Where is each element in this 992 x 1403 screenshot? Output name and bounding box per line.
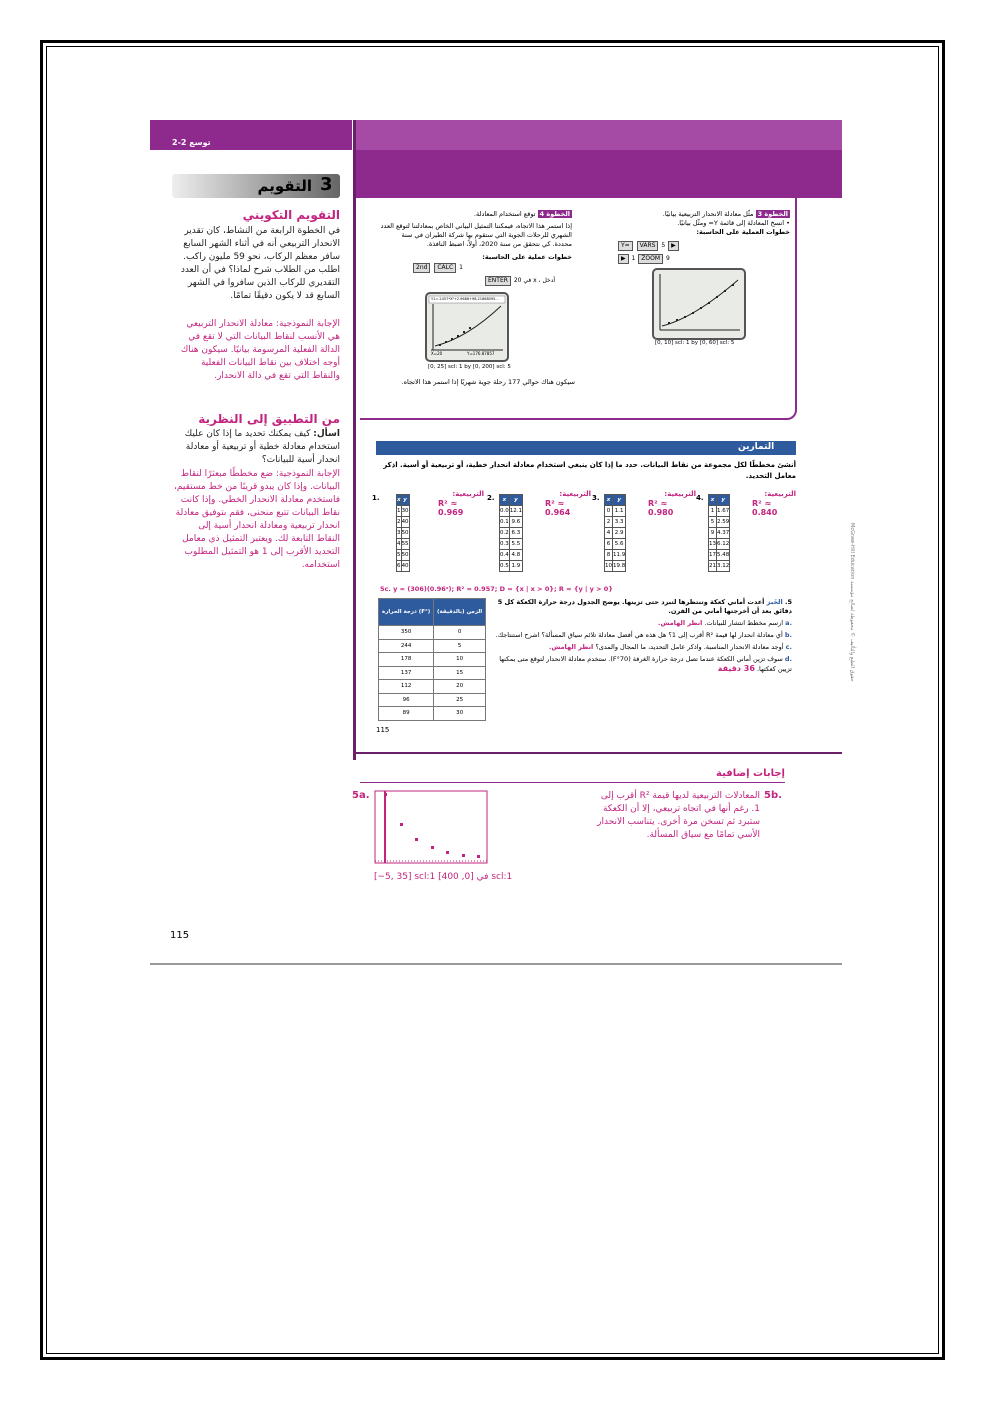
formative-answer: الإجابة النموذجية: معادلة الانحدار التربيعي هي الأنسب لنقاط البيانات التي لا تقع في الدالة الفعلية المرسومة بيانيًا. سيكون هناك أوجه اختلاف بين نقاط البيانات الفعلية والنقاط التي تقع في دالة الانحدار. [180, 319, 340, 381]
table-cell: 9.6 [509, 517, 522, 528]
table-cell: 0.3 [500, 539, 510, 550]
label-5b: 5b. [764, 790, 782, 801]
key[interactable]: ▶ [618, 254, 629, 264]
col-x: x [397, 495, 402, 506]
step3-badge: الخطوة 3 [757, 210, 788, 218]
key[interactable]: ENTER [485, 276, 511, 286]
exercise-answer-label: التربيعية: [452, 490, 484, 498]
table-cell: 1.9 [509, 561, 522, 572]
exercise-answer: R² ≈ 0.840 [752, 499, 778, 517]
sidebar [150, 150, 352, 770]
exercise-answer: R² ≈ 0.969 [438, 499, 464, 517]
key-digit: 20 [513, 277, 522, 284]
step3-screen-caption: [0, 10] scl: 1 by [0, 60] scl: 5 [655, 340, 735, 346]
table-cell: 40 [401, 517, 409, 528]
inner-page-bottom-rule [356, 752, 842, 754]
table-cell: 6.3 [509, 528, 522, 539]
step4-conclusion: سيكون هناك حوالي 177 رحلة جوية شهريًا إذا استمر هذا الاتجاه. [401, 378, 575, 386]
key-digit: 1 [631, 255, 636, 262]
scatter-plot-svg [374, 790, 490, 866]
table-cell: 50 [401, 528, 409, 539]
theory-heading: من التطبيق إلى النظرية [198, 412, 340, 426]
step4 [380, 210, 572, 262]
q5-number: 5. [784, 598, 792, 606]
exercise-answer-label: التربيعية: [559, 490, 591, 498]
theory-question: كيف يمكنك تحديد ما إذا كان عليك استخدام معادلة خطية أو تربيعية أو معادلة انحدار أسية للبيانات؟ [184, 429, 340, 465]
key[interactable]: Y= [618, 241, 633, 251]
table-cell: 40 [401, 561, 409, 572]
table-cell: 2.9 [613, 528, 626, 539]
lesson-tag: توسع 2-2 [172, 138, 211, 147]
step4-badge: الخطوة 4 [539, 210, 570, 218]
q5-text: أعدت أماني كعكة وتنتظرها لتبرد حتى تزينها. يوضح الجدول درجة حرارة الكعكة كل 5 دقائق بعد أن أخرجتها أماني من الفرن. [497, 598, 792, 615]
exercise-answer: R² ≈ 0.964 [545, 499, 571, 517]
table-cell: 2 [397, 517, 402, 528]
table-cell: 178 [379, 653, 434, 667]
q5 [492, 598, 792, 674]
q5-keyword: الخَبز [766, 598, 783, 606]
exercise-table [396, 494, 410, 572]
key-digit: 9 [665, 255, 670, 262]
table-cell: 0.0 [500, 506, 510, 517]
answer-5c: 5c. y = (306)(0.96ˣ); R² = 0.957; D = {x | x > 0}; R = {y | y > 0} [380, 585, 613, 593]
exercise-table [708, 494, 730, 572]
table-cell: 21 [709, 561, 717, 572]
cake-temperature-table [378, 598, 486, 721]
col-temperature: درجة الحرارة (F°) [379, 599, 434, 626]
table-cell: 1 [709, 506, 717, 517]
table-cell: 11.9 [613, 550, 626, 561]
table-cell: 3 [397, 528, 402, 539]
inner-page-number: 115 [376, 726, 390, 734]
table-cell: 30 [434, 707, 486, 721]
table-cell: 6 [605, 539, 613, 550]
step4-screen-caption: [0, 25] scl: 1 by [0, 200] scl: 5 [428, 364, 511, 370]
step4-text: إذا استمر هذا الاتجاه، فيمكننا التمثيل البياني الخاص بمعادلتنا لتوقع العدد الشهري للرحلات الجوية التي ستقوم بها شركة الطيران في سنة محددة. كي نتحقق من سنة 2020، أولاً، اضبط النافذة. [380, 222, 572, 248]
exercise-table [499, 494, 523, 572]
table-cell: 89 [379, 707, 434, 721]
scan-bottom-rule [150, 963, 842, 965]
step4-calc-heading: خطوات عملية على الحاسبة: [482, 253, 572, 261]
table-cell: 350 [379, 626, 434, 640]
step3-screen-plot [654, 270, 744, 338]
exercise-answer: R² ≈ 0.980 [648, 499, 674, 517]
section-title: التقويم [257, 177, 312, 195]
table-cell: 112 [379, 680, 434, 694]
exercise-number: 1. [372, 494, 380, 502]
key[interactable]: ▶ [668, 241, 679, 251]
table-cell: 4 [605, 528, 613, 539]
col-x: x [709, 495, 717, 506]
step4-screen-x: X=20 [431, 351, 443, 356]
step3-title-row [600, 210, 790, 219]
table-cell: 12.1 [509, 506, 522, 517]
exercise-number: 4. [696, 494, 704, 502]
table-cell: 2.59 [717, 517, 730, 528]
theory-text [172, 428, 340, 467]
formative-text: في الخطوة الرابعة من النشاط، كان تقدير الانحدار التربيعي أنه في أثناء الشهر السابع سافر معظم الركاب، نحو 59 مليون راكب. اطلب من الطلاب شرح لماذا؟ في أن العدد التقديري للركاب الذين سافروا في الشهر السابع قد لا يكون دقيقًا تمامًا. [180, 226, 340, 301]
graph-caption-5a: [−5, 35] scl:1 في [0, 400] scl:1 [374, 872, 513, 882]
table-cell: 3.3 [613, 517, 626, 528]
table-cell: 20 [434, 680, 486, 694]
table-cell: 1.1 [613, 506, 626, 517]
exercises-heading-bar [376, 441, 796, 455]
column-divider [353, 120, 356, 760]
section-number: 3 [320, 174, 333, 195]
table-cell: 1.67 [717, 506, 730, 517]
scatter-plot-5a [374, 790, 490, 870]
exercise-answer-label: التربيعية: [764, 490, 796, 498]
table-cell: 5.6 [613, 539, 626, 550]
footer-page-number: 115 [170, 930, 190, 941]
table-cell: 6 [397, 561, 402, 572]
step3-calculator-screen [652, 268, 746, 340]
table-cell: 244 [379, 639, 434, 653]
step3-keys-row2 [617, 254, 670, 264]
exercises-heading: التمارين [738, 442, 775, 452]
table-cell: 3.12 [717, 561, 730, 572]
text-5b: المعادلات التربيعية لديها قيمة R² أقرب إلى 1. رغم أنها في اتجاه تربيعي، إلا أن الكعكة ستبرد ثم تسخن مرة أخرى. يتناسب الانحدار الأسي تمامًا مع سياق المسألة. [597, 791, 760, 840]
table-cell: 19.8 [613, 561, 626, 572]
main-header-shade [356, 120, 842, 150]
step3 [600, 210, 790, 237]
table-cell: 9 [709, 528, 717, 539]
step3-bullet: • انسخ المعادلة إلى قائمة Y= ومثّل بيانيًا. [677, 219, 790, 227]
key[interactable]: 2nd [413, 263, 430, 273]
key[interactable]: VARS [637, 241, 659, 251]
key[interactable]: CALC [434, 263, 456, 273]
q5d: .d سوف تزين أماني الكعكة عندما تصل درجة حرارة الغرفة (70°F). ستخدم معادلة الانحدار لتوقع متى يمكنها تزيين كعكتها. 36 دقيقة [499, 655, 792, 673]
step4-inline-text: في x ، أدخل [523, 277, 556, 284]
table-cell: 5 [709, 517, 717, 528]
step4-screen-y: Y=176.87857 [467, 351, 495, 356]
table-cell: 15 [434, 666, 486, 680]
table-cell: 1 [397, 506, 402, 517]
table-cell: 10 [605, 561, 613, 572]
step3-title: مثّل معادلة الانحدار التربيعية بيانيًا. [662, 210, 754, 218]
table-cell: 5.5 [509, 539, 522, 550]
table-cell: 30 [401, 506, 409, 517]
key-digit: 5 [661, 242, 666, 249]
exercise-answer-label: التربيعية: [664, 490, 696, 498]
col-y: y [401, 495, 409, 506]
table-cell: 5.48 [717, 550, 730, 561]
table-cell: 0 [605, 506, 613, 517]
additional-rule [360, 782, 785, 783]
table-cell: 5 [397, 550, 402, 561]
table-cell: 96 [379, 693, 434, 707]
table-cell: 55 [401, 539, 409, 550]
table-cell: 0.4 [500, 550, 510, 561]
col-x: x [605, 495, 613, 506]
step3-calc-heading: خطوات العملية على الحاسبة: [696, 228, 790, 236]
table-cell: 8 [605, 550, 613, 561]
step4-title-row [380, 210, 572, 219]
exercise-number: 3. [592, 494, 600, 502]
col-x: x [500, 495, 510, 506]
table-cell: 4.37 [717, 528, 730, 539]
exercise-number: 2. [487, 494, 495, 502]
table-cell: 4 [397, 539, 402, 550]
step4-title: توقع استخدام المعادلة. [473, 210, 536, 218]
q5b: .b أي معادلة انحدار لها قيمة R² أقرب إلى 1؟ هل هذه هي أفضل معادلة تلائم سياق المسألة؟ اشرح استنتاجك. [495, 631, 792, 639]
table-cell: 2 [605, 517, 613, 528]
col-time: الزمن (بالدقيقة) [434, 599, 486, 626]
side-credit: McGraw-Hill Education حقوق الطبع والتأليف © محفوظة لصالح مؤسسة [849, 523, 855, 682]
key[interactable]: ZOOM [638, 254, 663, 264]
step4-screen-top: Y1=.2457*X²+2.9686+98.21868095... [431, 297, 499, 301]
table-cell: 5 [434, 639, 486, 653]
table-cell: 0.5 [500, 561, 510, 572]
table-cell: 17 [709, 550, 717, 561]
col-y: y [509, 495, 522, 506]
key-digit: 1 [459, 264, 463, 271]
step4-keys-row1 [412, 263, 463, 273]
additional-heading: إجابات إضافية [716, 768, 785, 779]
q5a: .a ارسم مخطط انتشار للبيانات. انظر الهامش. [657, 619, 792, 627]
table-cell: 137 [379, 666, 434, 680]
table-cell: 25 [434, 693, 486, 707]
table-cell: 50 [401, 550, 409, 561]
q5c: .c أوجد معادلة الانحدار المناسبة. واذكر عامل التحديد، ما المجال والمدى؟ انظر الهامش. [548, 643, 792, 651]
table-cell: 0.1 [500, 517, 510, 528]
step4-keys-row2 [484, 276, 555, 286]
col-y: y [613, 495, 626, 506]
col-y: y [717, 495, 730, 506]
step4-calculator-screen [425, 292, 509, 362]
table-cell: 0 [434, 626, 486, 640]
table-cell: 4.8 [509, 550, 522, 561]
exercise-table [604, 494, 626, 572]
table-cell: 6.12 [717, 539, 730, 550]
ask-label: اسأل: [313, 429, 340, 439]
table-cell: 13 [709, 539, 717, 550]
exercises-instructions: أنشئ مخططًا لكل مجموعة من نقاط البيانات. حدد ما إذا كان ينبغي استخدام معادلة انحدار خطية، أو تربيعية أو أسية. اذكر معامل التحديد. [383, 461, 796, 480]
step3-keys-row1 [617, 241, 680, 251]
q5-stem [492, 598, 792, 616]
theory-answer: الإجابة النموذجية: ضع مخططًا مبعثرًا لنقاط البيانات. وإذا كان يبدو قريبًا من خط مستقيم، فاستخدم معادلة الانحدار الخطي. وإذا كانت نقاط البيانات تتبع منحنى، فقم بتوفيق معادلة انحدار تربيعية ومعادلة انحدار أسية إلى النقاط التابعة لك. ويعتبر التمثيل ذي معامل التحديد الأقرب إلى 1 هو التمثيل المطلوب استخدامه. [173, 469, 340, 570]
table-cell: 10 [434, 653, 486, 667]
formative-heading: التقويم التكويني [242, 208, 340, 222]
table-cell: 0.2 [500, 528, 510, 539]
label-5a: 5a. [352, 790, 370, 801]
